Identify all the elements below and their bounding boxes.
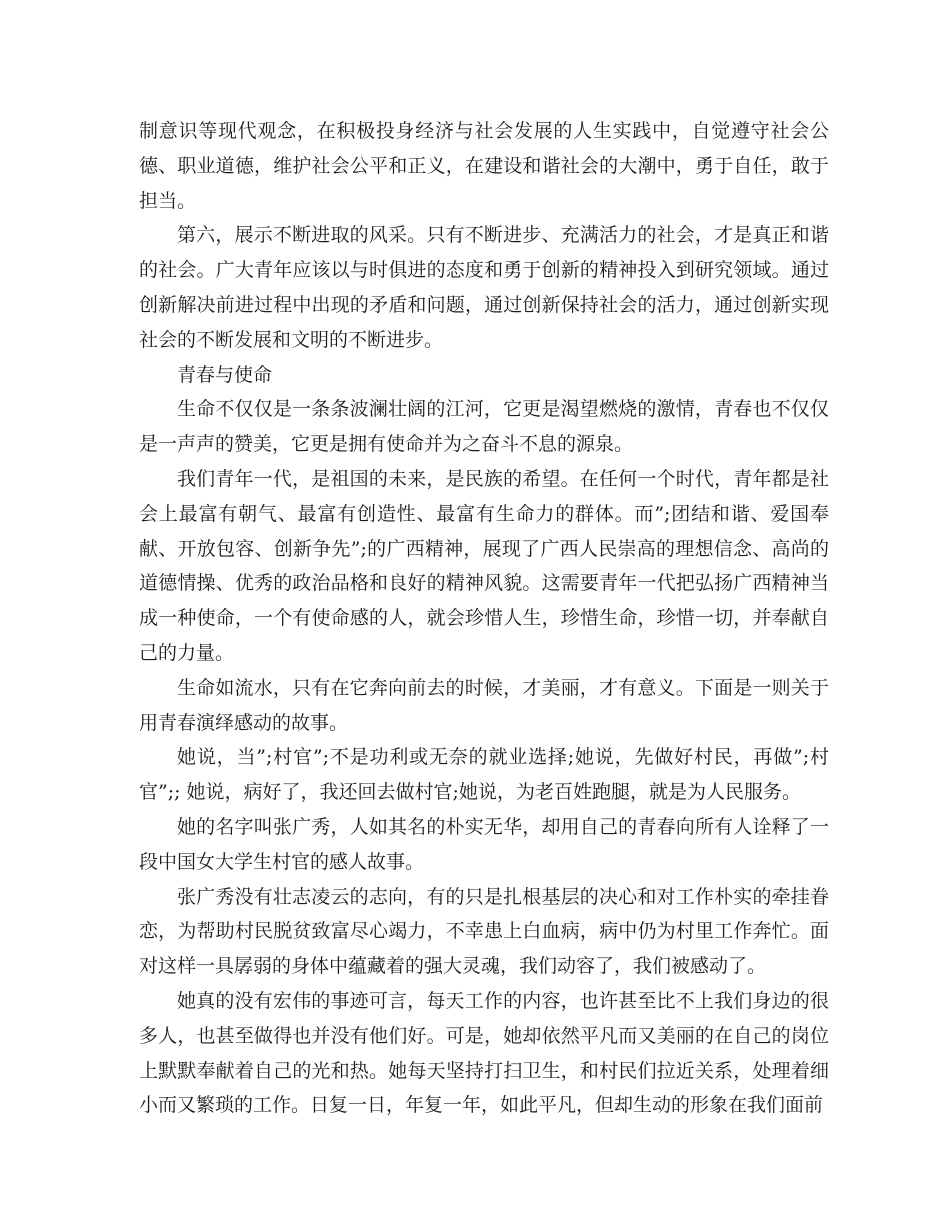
paragraph-8: 她的名字叫张广秀，人如其名的朴实无华，却用自己的青春向所有人诠释了一段中国女大学生村官的感人故事。 [139, 815, 829, 873]
paragraph-9: 张广秀没有壮志凌云的志向，有的只是扎根基层的决心和对工作朴实的牵挂眷恋，为帮助村民脱贫致富尽心竭力，不幸患上白血病，病中仍为村里工作奔忙。面对这样一具孱弱的身体中蕴藏着的强大灵魂，我们动容了，我们被感动了。 [139, 885, 829, 978]
section-heading: 青春与使命 [177, 363, 273, 386]
paragraph-5: 我们青年一代，是祖国的未来，是民族的希望。在任何一个时代，青年都是社会上最富有朝气、最富有创造性、最富有生命力的群体。而”;团结和谐、爱国奉献、开放包容、创新争先”;的广西精神，展现了广西人民崇高的理想信念、高尚的道德情操、优秀的政治品格和良好的精神风貌。这需要青年一代把弘扬广西精神当成一种使命，一个有使命感的人，就会珍惜人生，珍惜生命，珍惜一切，并奉献自己的力量。 [139, 467, 829, 664]
paragraph-4: 生命不仅仅是一条条波澜壮阔的江河，它更是渴望燃烧的激情，青春也不仅仅是一声声的赞美，它更是拥有使命并为之奋斗不息的源泉。 [139, 398, 829, 456]
paragraph-7: 她说，当”;村官”;不是功利或无奈的就业选择;她说，先做好村民，再做”;村官”;; 她说，病好了，我还回去做村官;她说，为老百姓跑腿，就是为人民服务。 [139, 746, 829, 804]
paragraph-6: 生命如流水，只有在它奔向前去的时候，才美丽，才有意义。下面是一则关于用青春演绎感动的故事。 [139, 676, 829, 734]
paragraph-2: 第六，展示不断进取的风采。只有不断进步、充满活力的社会，才是真正和谐的社会。广大青年应该以与时俱进的态度和勇于创新的精神投入到研究领域。通过创新解决前进过程中出现的矛盾和问题，通过创新保持社会的活力，通过创新实现社会的不断发展和文明的不断进步。 [139, 224, 829, 351]
paragraph-10: 她真的没有宏伟的事迹可言，每天工作的内容，也许甚至比不上我们身边的很多人，也甚至做得也并没有他们好。可是，她却依然平凡而又美丽的在自己的岗位上默默奉献着自己的光和热。她每天坚持打扫卫生，和村民们拉近关系，处理着细小而又繁琐的工作。日复一日，年复一年，如此平凡，但却生动的形象在我们面前 [139, 989, 829, 1117]
paragraph-1: 制意识等现代观念，在积极投身经济与社会发展的人生实践中，自觉遵守社会公德、职业道德，维护社会公平和正义，在建设和谐社会的大潮中，勇于自任，敢于担当。 [139, 120, 829, 212]
document-body [139, 114, 829, 1123]
